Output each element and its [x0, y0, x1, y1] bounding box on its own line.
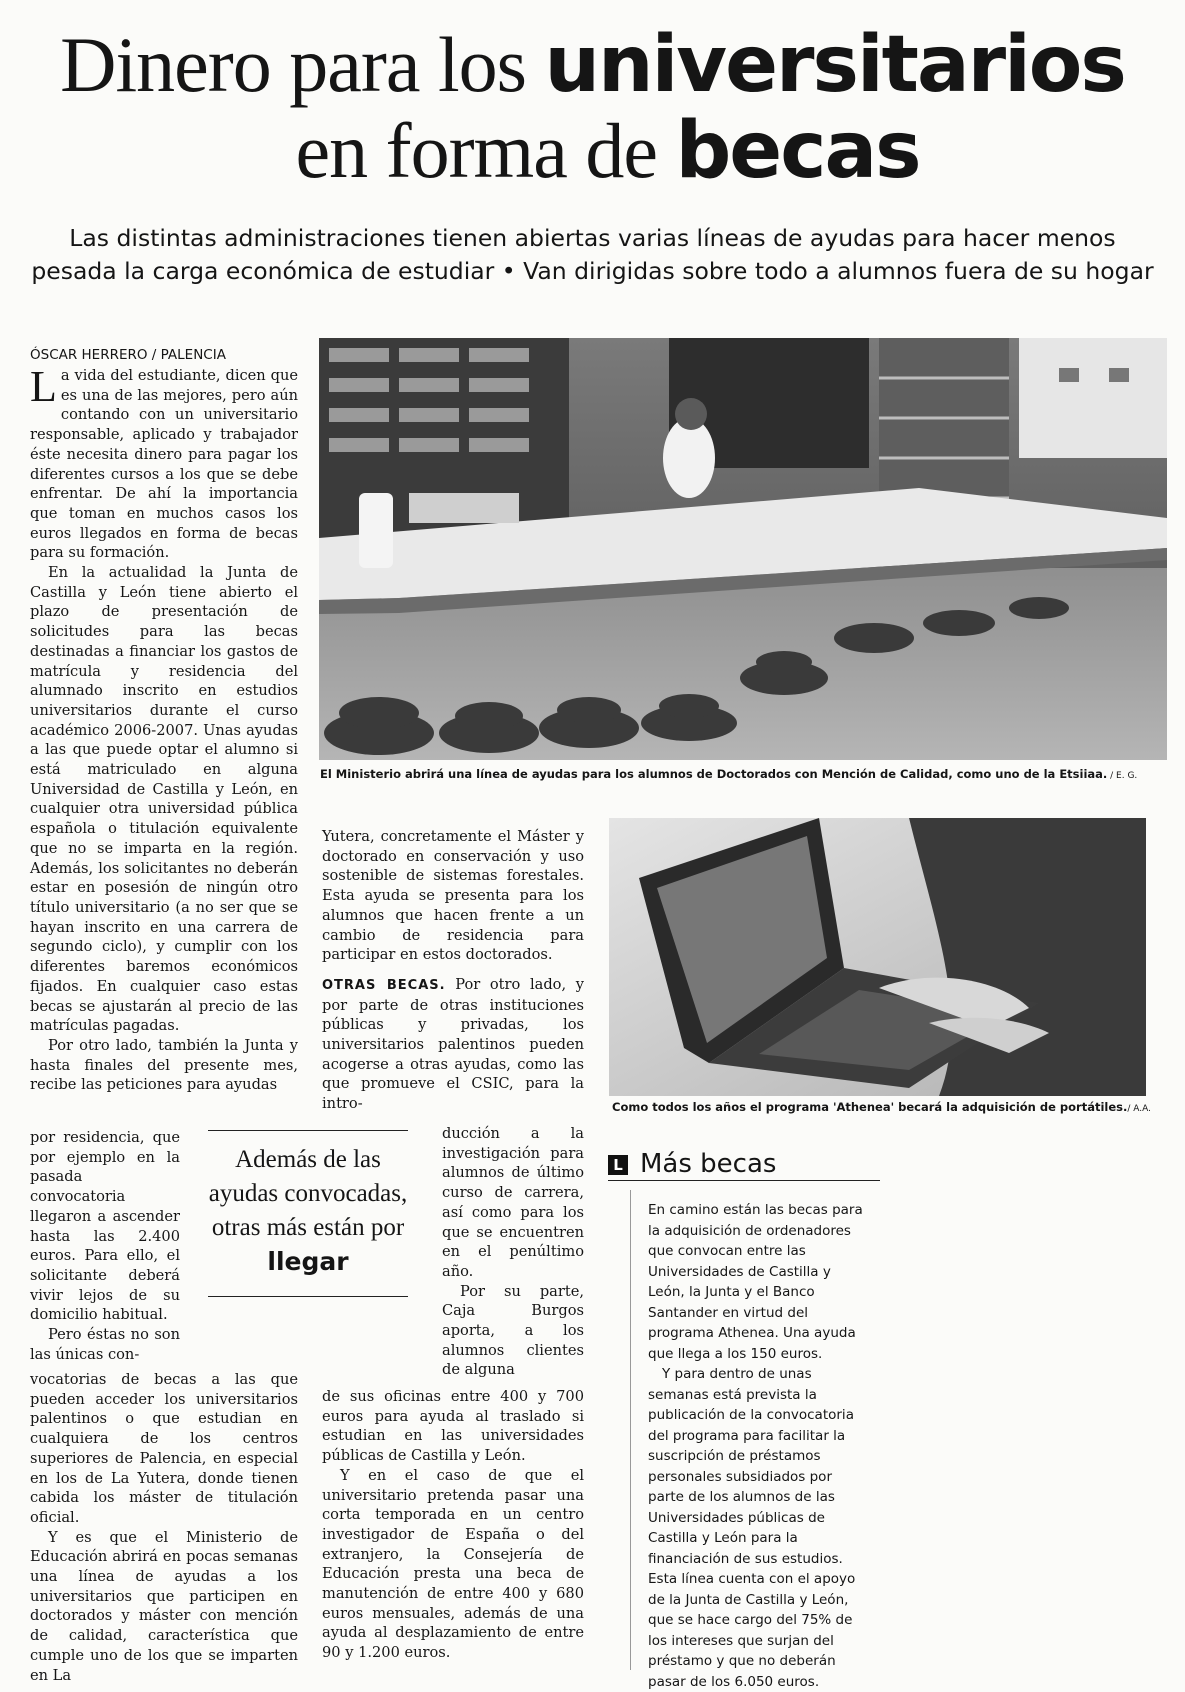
laptop-photo — [609, 818, 1146, 1096]
headline-light-2: en forma de — [295, 107, 676, 194]
drop-cap: L — [30, 362, 57, 411]
headline-bold-2: becas — [675, 106, 920, 196]
deck-line-2: pesada la carga económica de estudiar • Van dirigidas sobre todo a alumnos fuera de su hogar — [31, 257, 1154, 285]
article-column-2-bottom — [322, 1387, 584, 1663]
article-column-2-wrap — [442, 1124, 584, 1380]
lab-photo-caption-text: El Ministerio abrirá una línea de ayudas para los alumnos de Doctorados con Mención de Calidad, como uno de la Etsiiaa. — [320, 767, 1108, 781]
deck-line-1: Las distintas administraciones tienen abiertas varias líneas de ayudas para hacer menos — [69, 224, 1116, 252]
laptop-photo-credit: / A.A. — [1127, 1104, 1151, 1114]
col2-paragraph-2b: ducción a la investigación para alumnos de último curso de carrera, así como para los que se encuentren en el penúltimo año. — [442, 1125, 584, 1280]
lab-photo — [319, 338, 1167, 760]
newspaper-logo-icon: L — [608, 1155, 628, 1175]
col2-paragraph-4: Y en el caso de que el universitario pretenda pasar una corta temporada en un centro investigador de España o del extranjero, la Consejería de Educación presta una beca de manutención de entre 400 y 680 euros mensuales, además de una ayuda al desplazamiento de entre 90 y 1.200 euros. — [322, 1466, 584, 1662]
deck — [20, 222, 1165, 288]
col2-paragraph-1: Yutera, concretamente el Máster y doctorado en conservación y uso sostenible de sistemas forestales. Esta ayuda se presenta para los alumnos que hacen frente a un cambio de residencia para participar en estos doctorados. — [322, 828, 584, 964]
byline-location: / PALENCIA — [147, 347, 226, 363]
article-column-1-bottom — [30, 1370, 298, 1685]
col1-p1-text: a vida del estudiante, dicen que es una de las mejores, pero aún contando con un universitario responsable, aplicado y trabajador éste necesita dinero para pagar los diferentes cursos a los que se debe enfrentar. De ahí la importancia que toman en muchos casos los euros llegados en forma de becas para su formación. — [30, 367, 298, 562]
byline — [30, 347, 226, 363]
byline-author: ÓSCAR HERRERO — [30, 347, 148, 363]
col1-paragraph-3a: Por otro lado, también la Junta y hasta finales del presente mes, recibe las peticiones para ayudas — [30, 1036, 298, 1094]
col2-paragraph-2a — [322, 975, 584, 1114]
headline-line-2 — [0, 108, 1185, 194]
article-column-1-wrap — [30, 1128, 180, 1364]
lab-photo-caption — [320, 767, 1170, 781]
sidebar-header — [608, 1148, 880, 1181]
col2-paragraph-3a: Por su parte, Caja Burgos aporta, a los alumnos clientes de alguna — [442, 1282, 584, 1379]
col1-paragraph-1 — [30, 362, 298, 563]
article-column-2 — [322, 827, 584, 1114]
headline-light-1: Dinero para los — [60, 21, 545, 108]
col1-paragraph-4a: Pero éstas no son las únicas con- — [30, 1326, 180, 1363]
otras-becas-label: OTRAS BECAS. — [322, 977, 446, 993]
col2-p2a-text: Por otro lado, y por parte de otras instituciones públicas y privadas, los universitarios palentinos pueden acogerse a otras ayudas, como las que promueve el CSIC, para la intro- — [322, 975, 584, 1113]
lab-photo-image — [319, 338, 1167, 760]
lab-photo-credit: / E. G. — [1107, 771, 1138, 781]
headline — [0, 22, 1185, 194]
headline-bold-1: universitarios — [544, 20, 1125, 110]
pull-quote-bold: llegar — [267, 1247, 349, 1276]
sidebar-title: Más becas — [640, 1149, 777, 1179]
pull-quote-text: Además de las ayudas convocadas, otras más están por — [208, 1146, 408, 1241]
col1-paragraph-2: En la actualidad la Junta de Castilla y León tiene abierto el plazo de presentación de solicitudes para las becas destinadas a financiar los gastos de matrícula y residencia del alumnado inscrito en estudios universitarios durante el curso académico 2006-2007. Unas ayudas a las que puede optar el alumno si está matriculado en alguna Universidad de Castilla y León, en cualquier otra universidad pública española o titulación equivalente que no se imparta en la región. Además, los solicitantes no deberán estar en posesión de ningún otro título universitario (a no ser que se hayan inscrito en una carrera de segundo ciclo), y cumplir con los diferentes baremos económicos fijados. En cualquier caso estas becas se ajustarán al precio de las matrículas pagadas. — [30, 564, 298, 1035]
col1-paragraph-4b: vocatorias de becas a las que pueden acceder los universitarios palentinos o que estudian en cualquiera de los centros superiores de Palencia, en especial en los de La Yutera, donde tienen cabida los máster de titulación oficial. — [30, 1371, 298, 1526]
col1-paragraph-3b: por residencia, que por ejemplo en la pasada convocatoria llegaron a ascender hasta las 2.400 euros. Para ello, el solicitante deberá vivir lejos de su domicilio habitual. — [30, 1129, 180, 1324]
col1-paragraph-5: Y es que el Ministerio de Educación abrirá en pocas semanas una línea de ayudas a los universitarios que participen en doctorados y máster con mención de calidad, característica que cumple uno de los que se imparten en La — [30, 1528, 298, 1684]
laptop-photo-image — [609, 818, 1146, 1096]
col2-paragraph-3b: de sus oficinas entre 400 y 700 euros para ayuda al traslado si estudian en las universidades públicas de Castilla y León. — [322, 1388, 584, 1465]
article-column-1 — [30, 362, 298, 1095]
sidebar-paragraph-2: Y para dentro de unas semanas está prevista la publicación de la convocatoria del programa para facilitar la suscripción de préstamos personales subsidiados por parte de los alumnos de las Universidades públicas de Castilla y León para la financiación de sus estudios. Esta línea cuenta con el apoyo de la Junta de Castilla y León, que se hace cargo del 75% de los intereses que surjan del préstamo y que no deberán pasar de los 6.050 euros. — [648, 1366, 856, 1690]
laptop-photo-caption — [612, 1100, 1172, 1114]
sidebar-rule — [630, 1190, 631, 1670]
laptop-photo-caption-text: Como todos los años el programa 'Athenea' becará la adquisición de portátiles. — [612, 1100, 1128, 1114]
headline-line-1 — [0, 22, 1185, 108]
pull-quote — [208, 1130, 408, 1297]
sidebar-body — [648, 1200, 870, 1692]
sidebar-paragraph-1: En camino están las becas para la adquisición de ordenadores que convocan entre las Universidades de Castilla y León, la Junta y el Banco Santander en virtud del programa Athenea. Una ayuda que llega a los 150 euros. — [648, 1202, 863, 1362]
